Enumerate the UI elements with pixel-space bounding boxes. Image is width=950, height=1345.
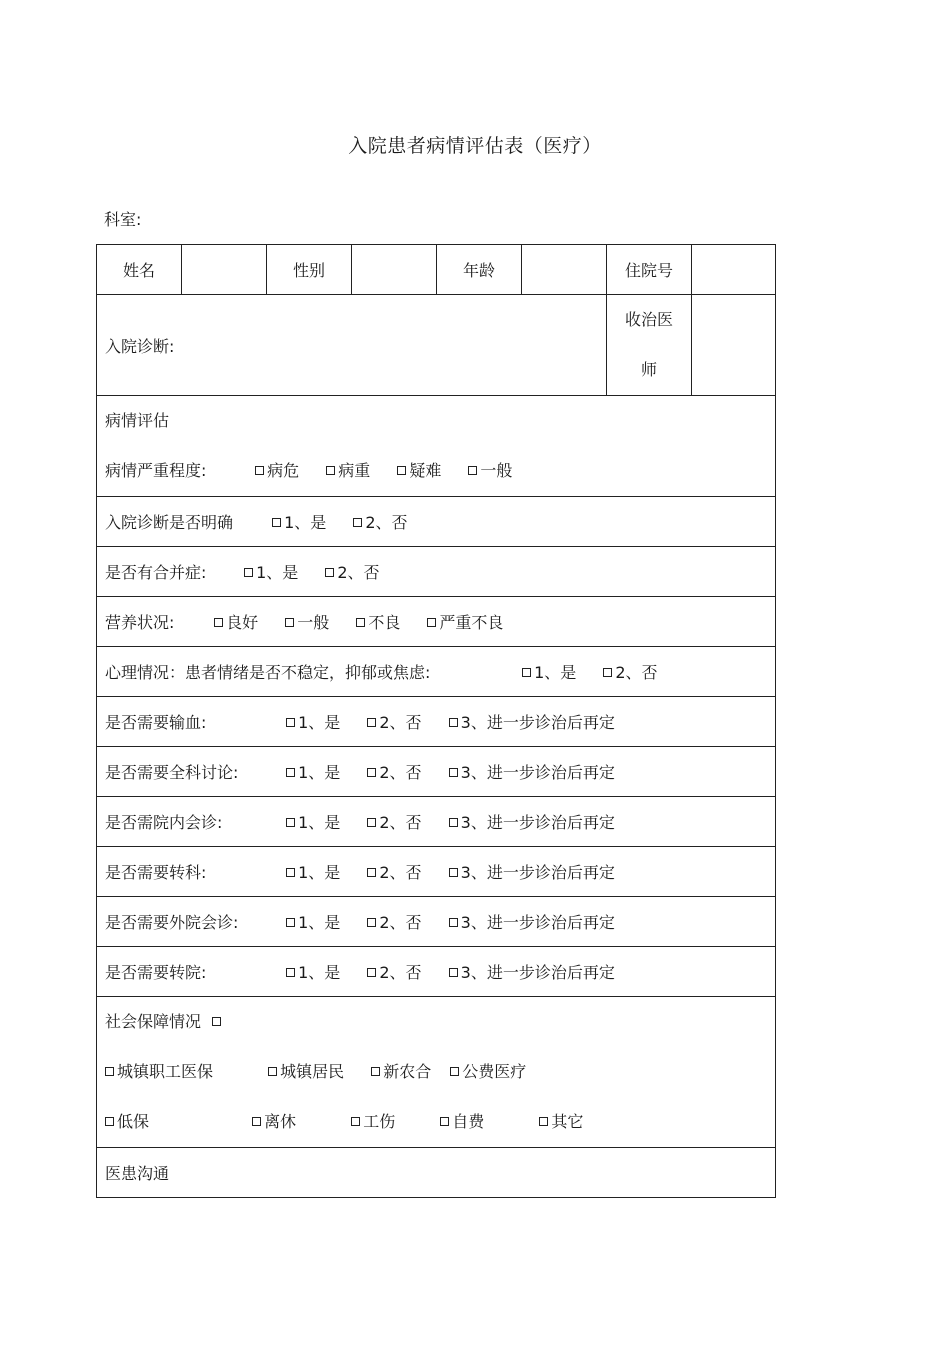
insurance-label: 社会保障情况 (105, 1012, 202, 1031)
checkbox-icon[interactable] (105, 1117, 114, 1126)
name-label: 姓名 (97, 245, 182, 295)
checkbox-icon[interactable] (367, 918, 376, 927)
insurance-option-urban-resident[interactable]: 城镇居民 (268, 1047, 354, 1097)
checkbox-icon[interactable] (356, 618, 365, 627)
insurance-title-line (105, 997, 767, 1047)
question-row (97, 547, 776, 597)
checkbox-icon[interactable] (427, 618, 436, 627)
checkbox-icon[interactable] (440, 1117, 449, 1126)
option-no[interactable]: 2、否 (603, 660, 657, 683)
option-yes[interactable]: 1、是 (244, 560, 298, 583)
question-row (97, 497, 776, 547)
option-no[interactable]: 2、否 (367, 860, 421, 883)
checkbox-icon[interactable] (255, 466, 264, 475)
checkbox-icon[interactable] (449, 968, 458, 977)
checkbox-icon[interactable] (603, 668, 612, 677)
option-decide-later[interactable]: 3、进一步诊治后再定 (449, 860, 615, 883)
checkbox-icon[interactable] (522, 668, 531, 677)
checkbox-icon[interactable] (367, 868, 376, 877)
insurance-row (97, 997, 776, 1148)
inpatient-number-field[interactable] (692, 245, 776, 295)
option-no[interactable]: 2、否 (367, 960, 421, 983)
checkbox-icon[interactable] (449, 818, 458, 827)
checkbox-icon[interactable] (286, 918, 295, 927)
checkbox-icon[interactable] (371, 1067, 380, 1076)
checkbox-icon[interactable] (325, 568, 334, 577)
question-label: 营养状况: (105, 613, 175, 632)
question-row (97, 647, 776, 697)
checkbox-icon[interactable] (351, 1117, 360, 1126)
question-row (97, 747, 776, 797)
severity-option-serious[interactable]: 病重 (326, 446, 370, 496)
checkbox-icon[interactable] (286, 968, 295, 977)
question-label: 是否有合并症: (105, 563, 207, 582)
insurance-options-line-1 (105, 1047, 767, 1097)
checkbox-icon[interactable] (397, 466, 406, 475)
option-no[interactable]: 2、否 (367, 760, 421, 783)
checkbox-icon[interactable] (353, 518, 362, 527)
checkbox-icon[interactable] (367, 718, 376, 727)
checkbox-icon[interactable] (268, 1067, 277, 1076)
insurance-option-public[interactable]: 公费医疗 (450, 1047, 526, 1097)
checkbox-icon[interactable] (367, 768, 376, 777)
gender-label: 性别 (267, 245, 352, 295)
option-no[interactable]: 2、否 (367, 810, 421, 833)
option-general[interactable]: 一般 (285, 610, 329, 633)
option-yes[interactable]: 1、是 (522, 660, 576, 683)
communication-label: 医患沟通 (105, 1164, 170, 1183)
checkbox-icon[interactable] (285, 618, 294, 627)
option-yes[interactable]: 1、是 (286, 760, 340, 783)
checkbox-icon[interactable] (539, 1117, 548, 1126)
option-yes[interactable]: 1、是 (286, 860, 340, 883)
checkbox-icon[interactable] (286, 868, 295, 877)
attending-doctor-label-line-2: 师 (640, 360, 657, 379)
admission-diagnosis-label: 入院诊断: (105, 336, 175, 356)
attending-doctor-label-line-1: 收治医 (624, 310, 673, 329)
insurance-option-other[interactable]: 其它 (539, 1097, 633, 1147)
option-yes[interactable]: 1、是 (286, 960, 340, 983)
question-row (97, 697, 776, 747)
question-label: 是否需要外院会诊: (105, 913, 239, 932)
question-label: 心理情况：患者情绪是否不稳定，抑郁或焦虑: (105, 663, 431, 682)
question-row (97, 847, 776, 897)
option-good[interactable]: 良好 (214, 610, 258, 633)
communication-field[interactable] (97, 1148, 776, 1198)
severity-label: 病情严重程度: (105, 461, 207, 480)
condition-assessment-label: 病情评估 (105, 411, 170, 430)
question-label: 是否需要输血: (105, 713, 207, 732)
severity-row (97, 396, 776, 497)
admission-diagnosis-field[interactable] (97, 295, 607, 396)
option-yes[interactable]: 1、是 (272, 510, 326, 533)
severity-option-general[interactable]: 一般 (468, 446, 512, 496)
option-yes[interactable]: 1、是 (286, 810, 340, 833)
severity-option-critical[interactable]: 病危 (255, 446, 299, 496)
option-yes[interactable]: 1、是 (286, 910, 340, 933)
assessment-table (96, 244, 776, 1198)
checkbox-icon[interactable] (449, 918, 458, 927)
form-title: 入院患者病情评估表（医疗） (348, 135, 602, 157)
option-poor[interactable]: 不良 (356, 610, 400, 633)
question-label: 是否需要转院: (105, 963, 207, 982)
checkbox-icon[interactable] (212, 1017, 221, 1026)
option-no[interactable]: 2、否 (325, 560, 379, 583)
age-label: 年龄 (437, 245, 522, 295)
option-yes[interactable]: 1、是 (286, 710, 340, 733)
checkbox-icon[interactable] (367, 968, 376, 977)
communication-row (97, 1148, 776, 1198)
checkbox-icon[interactable] (450, 1067, 459, 1076)
checkbox-icon[interactable] (367, 818, 376, 827)
checkbox-icon[interactable] (449, 768, 458, 777)
name-field[interactable] (182, 245, 267, 295)
checkbox-icon[interactable] (286, 768, 295, 777)
question-row (97, 797, 776, 847)
checkbox-icon[interactable] (286, 718, 295, 727)
checkbox-icon[interactable] (449, 718, 458, 727)
option-decide-later[interactable]: 3、进一步诊治后再定 (449, 810, 615, 833)
option-very-poor[interactable]: 严重不良 (427, 610, 503, 633)
checkbox-icon[interactable] (326, 466, 335, 475)
insurance-option-urban-employee[interactable]: 城镇职工医保 (105, 1047, 251, 1097)
severity-option-difficult[interactable]: 疑难 (397, 446, 441, 496)
option-decide-later[interactable]: 3、进一步诊治后再定 (449, 710, 615, 733)
option-decide-later[interactable]: 3、进一步诊治后再定 (449, 960, 615, 983)
insurance-options-line-2 (105, 1097, 767, 1147)
patient-info-row (97, 245, 776, 295)
option-no[interactable]: 2、否 (367, 710, 421, 733)
diagnosis-row (97, 295, 776, 396)
question-row (97, 897, 776, 947)
insurance-option-self-pay[interactable]: 自费 (440, 1097, 534, 1147)
insurance-option-work-injury[interactable]: 工伤 (351, 1097, 435, 1147)
question-label: 是否需院内会诊: (105, 813, 223, 832)
question-label: 是否需要全科讨论: (105, 763, 239, 782)
checkbox-icon[interactable] (214, 618, 223, 627)
checkbox-icon[interactable] (244, 568, 253, 577)
question-label: 是否需要转科: (105, 863, 207, 882)
checkbox-icon[interactable] (272, 518, 281, 527)
option-no[interactable]: 2、否 (353, 510, 407, 533)
question-row (97, 947, 776, 997)
option-decide-later[interactable]: 3、进一步诊治后再定 (449, 760, 615, 783)
gender-field[interactable] (352, 245, 437, 295)
insurance-option-retired[interactable]: 离休 (252, 1097, 346, 1147)
checkbox-icon[interactable] (449, 868, 458, 877)
question-row (97, 597, 776, 647)
option-decide-later[interactable]: 3、进一步诊治后再定 (449, 910, 615, 933)
department-label: 科室: (104, 210, 142, 229)
checkbox-icon[interactable] (252, 1117, 261, 1126)
inpatient-number-label: 住院号 (607, 245, 692, 295)
severity-line (105, 446, 767, 496)
age-field[interactable] (522, 245, 607, 295)
insurance-option-subsistence[interactable]: 低保 (105, 1097, 247, 1147)
checkbox-icon[interactable] (286, 818, 295, 827)
option-no[interactable]: 2、否 (367, 910, 421, 933)
attending-doctor-field[interactable] (692, 295, 776, 396)
checkbox-icon[interactable] (105, 1067, 114, 1076)
checkbox-icon[interactable] (468, 466, 477, 475)
question-label: 入院诊断是否明确 (105, 513, 234, 532)
attending-doctor-label (607, 295, 692, 396)
insurance-option-rural-coop[interactable]: 新农合 (371, 1047, 433, 1097)
